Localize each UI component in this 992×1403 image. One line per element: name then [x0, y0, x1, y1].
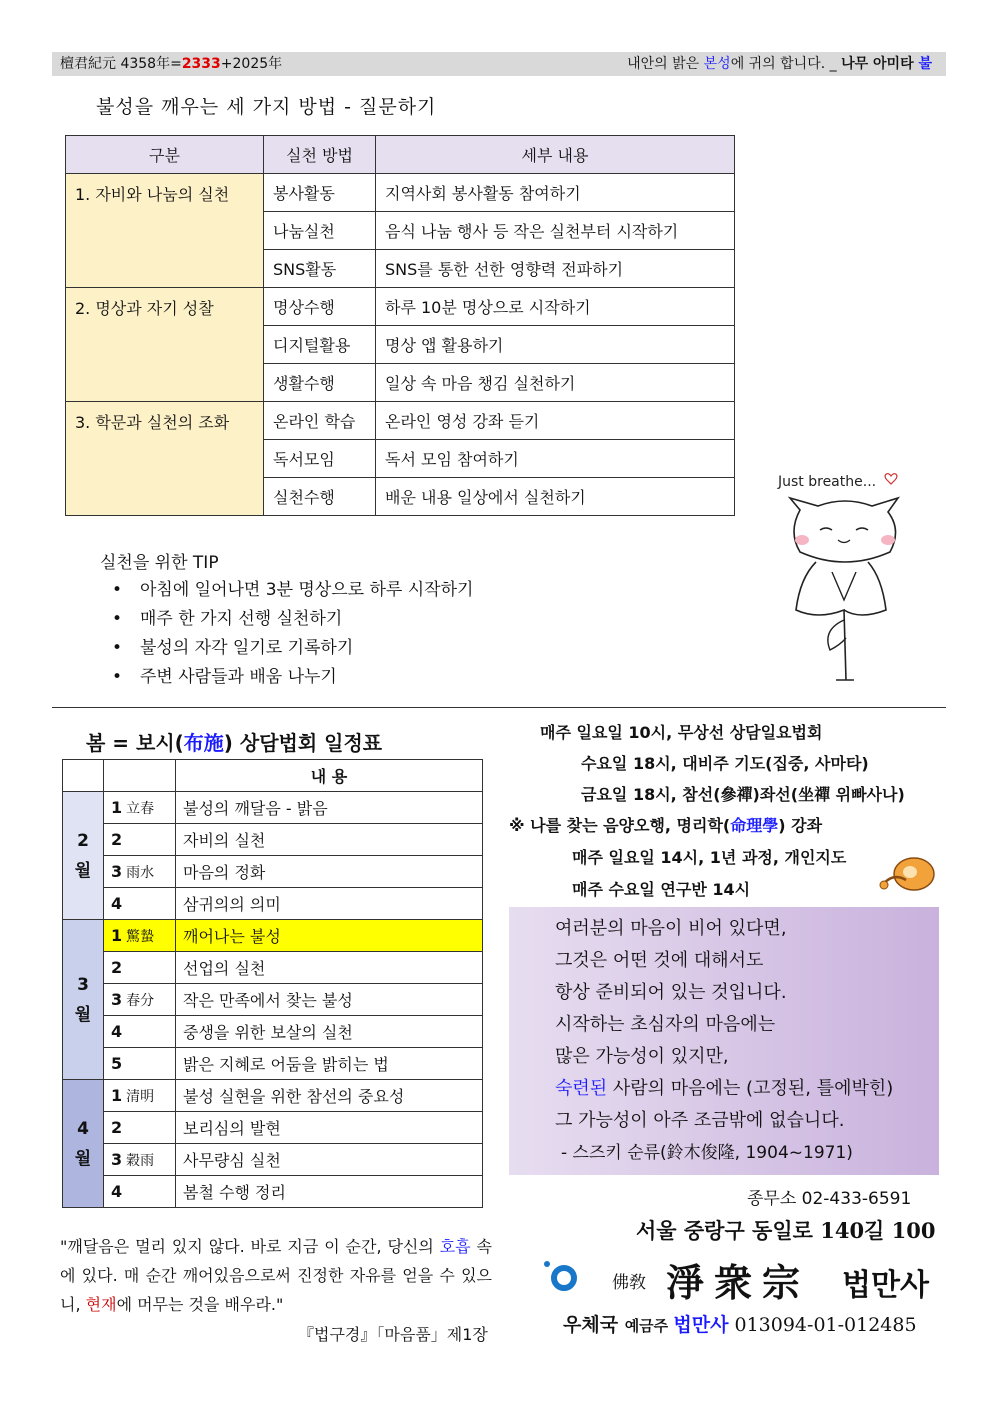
dhammapada-quote: "깨달음은 멀리 있지 않다. 바로 지금 이 순간, 당신의 호흡 속에 있다. 매 순간 깨어있음으로써 진정한 자유를 얻을 수 있으니, 현재에 머무는 것을 배우라."	[60, 1237, 492, 1314]
method-cell: 봉사활동	[264, 174, 376, 212]
table-row	[66, 402, 735, 440]
temple-name	[540, 1250, 930, 1306]
schedule-row	[63, 952, 483, 984]
table-row	[66, 174, 735, 212]
sect-logo-icon	[540, 1256, 580, 1296]
practice-table	[65, 135, 735, 516]
topic-cell: 자비의 실천	[176, 824, 483, 856]
week-cell: 4	[104, 1176, 176, 1208]
week-cell: 3 穀雨	[104, 1144, 176, 1176]
topic-cell: 봄철 수행 정리	[176, 1176, 483, 1208]
week-cell: 4	[104, 888, 176, 920]
week-cell: 2	[104, 1112, 176, 1144]
detail-cell: 배운 내용 일상에서 실천하기	[376, 478, 735, 516]
section-divider	[52, 707, 946, 708]
schedule-row	[63, 920, 483, 952]
method-cell: 나눔실천	[264, 212, 376, 250]
tip-item: • 주변 사람들과 배움 나누기	[112, 663, 473, 692]
lecture-title: ※ 나를 찾는 음양오행, 명리학(命理學) 강좌	[509, 816, 823, 835]
method-cell: 명상수행	[264, 288, 376, 326]
week-cell: 3 雨水	[104, 856, 176, 888]
office-phone: 종무소 02-433-6591	[747, 1189, 912, 1209]
schedule-header-week	[104, 760, 176, 792]
schedule-row	[63, 824, 483, 856]
month-cell: 4 월	[63, 1080, 104, 1208]
detail-cell: 지역사회 봉사활동 참여하기	[376, 174, 735, 212]
quote-line: 숙련된 사람의 마음에는 (고정된, 틀에박힌)	[555, 1078, 894, 1099]
lecture-wednesday: 매주 수요일 연구반 14시	[572, 880, 751, 899]
detail-cell: 음식 나눔 행사 등 작은 실천부터 시작하기	[376, 212, 735, 250]
service-wednesday: 수요일 18시, 대비주 기도(집중, 사마타)	[581, 754, 869, 773]
category-cell: 3. 학문과 실천의 조화	[66, 402, 264, 516]
method-cell: 생활수행	[264, 364, 376, 402]
month-cell: 3 월	[63, 920, 104, 1080]
sect-name: 淨衆宗	[666, 1260, 811, 1305]
section-title: 불성을 깨우는 세 가지 방법 - 질문하기	[96, 96, 437, 118]
tip-item: • 매주 한 가지 선행 실천하기	[112, 605, 473, 634]
schedule-row	[63, 1048, 483, 1080]
week-cell: 4	[104, 1016, 176, 1048]
lecture-sunday: 매주 일요일 14시, 1년 과정, 개인지도	[572, 848, 847, 867]
tip-list	[112, 576, 473, 692]
service-sunday: 매주 일요일 10시, 무상선 상담일요법회	[540, 723, 823, 742]
topic-cell: 사무량심 실천	[176, 1144, 483, 1176]
header-bar	[52, 52, 946, 76]
schedule-title: 봄 = 보시(布施) 상담법회 일정표	[86, 731, 383, 755]
tip-item: • 아침에 일어나면 3분 명상으로 하루 시작하기	[112, 576, 473, 605]
quote-line: 많은 가능성이 있지만,	[555, 1046, 729, 1067]
schedule-row	[63, 1112, 483, 1144]
sect-prefix: 佛敎	[612, 1273, 646, 1293]
schedule-row	[63, 1144, 483, 1176]
week-cell: 5	[104, 1048, 176, 1080]
col-header-category: 구분	[66, 136, 264, 174]
detail-cell: 명상 앱 활용하기	[376, 326, 735, 364]
quote-line: 여러분의 마음이 비어 있다면,	[555, 918, 787, 939]
schedule-row	[63, 984, 483, 1016]
topic-cell: 중생을 위한 보살의 실천	[176, 1016, 483, 1048]
category-cell: 2. 명상과 자기 성찰	[66, 288, 264, 402]
bank-account: 우체국 예금주 법만사 013094-01-012485	[563, 1314, 917, 1336]
temple-label: 법만사	[842, 1268, 929, 1303]
quote-source: 『법구경』「마음품」제1장	[298, 1325, 488, 1344]
category-cell: 1. 자비와 나눔의 실천	[66, 174, 264, 288]
topic-cell: 불성의 깨달음 - 밝음	[176, 792, 483, 824]
col-header-detail: 세부 내용	[376, 136, 735, 174]
topic-cell: 불성 실현을 위한 참선의 중요성	[176, 1080, 483, 1112]
moktak-icon	[878, 852, 938, 896]
drawing-caption: Just breathe...	[778, 474, 877, 490]
quote-line: 그것은 어떤 것에 대해서도	[555, 950, 764, 971]
topic-cell: 보리심의 발현	[176, 1112, 483, 1144]
week-cell: 2	[104, 952, 176, 984]
month-cell: 2 월	[63, 792, 104, 920]
topic-cell: 선업의 실천	[176, 952, 483, 984]
schedule-header-content: 내 용	[176, 760, 483, 792]
schedule-row	[63, 1176, 483, 1208]
week-cell: 2	[104, 824, 176, 856]
address: 서울 중랑구 동일로 140길 100	[636, 1218, 936, 1243]
table-row	[66, 288, 735, 326]
quote-author: - 스즈키 순류(鈴木俊隆, 1904~1971)	[561, 1143, 853, 1163]
topic-cell: 마음의 정화	[176, 856, 483, 888]
method-cell: 온라인 학습	[264, 402, 376, 440]
method-cell: SNS활동	[264, 250, 376, 288]
schedule-row	[63, 1016, 483, 1048]
method-cell: 독서모임	[264, 440, 376, 478]
detail-cell: 하루 10분 명상으로 시작하기	[376, 288, 735, 326]
tip-title: 실천을 위한 TIP	[100, 553, 219, 573]
quote-line: 시작하는 초심자의 마음에는	[555, 1014, 776, 1035]
date-line: 檀君紀元 4358年=2333+2025年	[60, 56, 283, 72]
tip-item: • 불성의 자각 일기로 기록하기	[112, 634, 473, 663]
schedule-row	[63, 792, 483, 824]
schedule-row	[63, 1080, 483, 1112]
week-cell: 1 立春	[104, 792, 176, 824]
topic-cell: 깨어나는 불성	[176, 920, 483, 952]
schedule-table	[62, 759, 483, 1208]
quote-line: 항상 준비되어 있는 것입니다.	[555, 982, 787, 1003]
detail-cell: 독서 모임 참여하기	[376, 440, 735, 478]
detail-cell: 일상 속 마음 챙김 실천하기	[376, 364, 735, 402]
schedule-row	[63, 856, 483, 888]
suzuki-quote	[509, 907, 939, 1175]
week-cell: 3 春分	[104, 984, 176, 1016]
detail-cell: SNS를 통한 선한 영향력 전파하기	[376, 250, 735, 288]
col-header-method: 실천 방법	[264, 136, 376, 174]
method-cell: 실천수행	[264, 478, 376, 516]
service-friday: 금요일 18시, 참선(參禪)좌선(坐禪 위빠사나)	[581, 785, 905, 804]
topic-cell: 삼귀의의 의미	[176, 888, 483, 920]
topic-cell: 밝은 지혜로 어둠을 밝히는 법	[176, 1048, 483, 1080]
week-cell: 1 驚蟄	[104, 920, 176, 952]
detail-cell: 온라인 영성 강좌 듣기	[376, 402, 735, 440]
schedule-row	[63, 888, 483, 920]
method-cell: 디지털활용	[264, 326, 376, 364]
motto: 내안의 밝은 본성에 귀의 합니다. _ 나무 아미타 불	[627, 56, 932, 72]
topic-cell: 작은 만족에서 찾는 불성	[176, 984, 483, 1016]
quote-line: 그 가능성이 아주 조금밖에 없습니다.	[555, 1110, 845, 1131]
schedule-header-month	[63, 760, 104, 792]
cat-meditating-illustration	[760, 460, 930, 690]
week-cell: 1 清明	[104, 1080, 176, 1112]
